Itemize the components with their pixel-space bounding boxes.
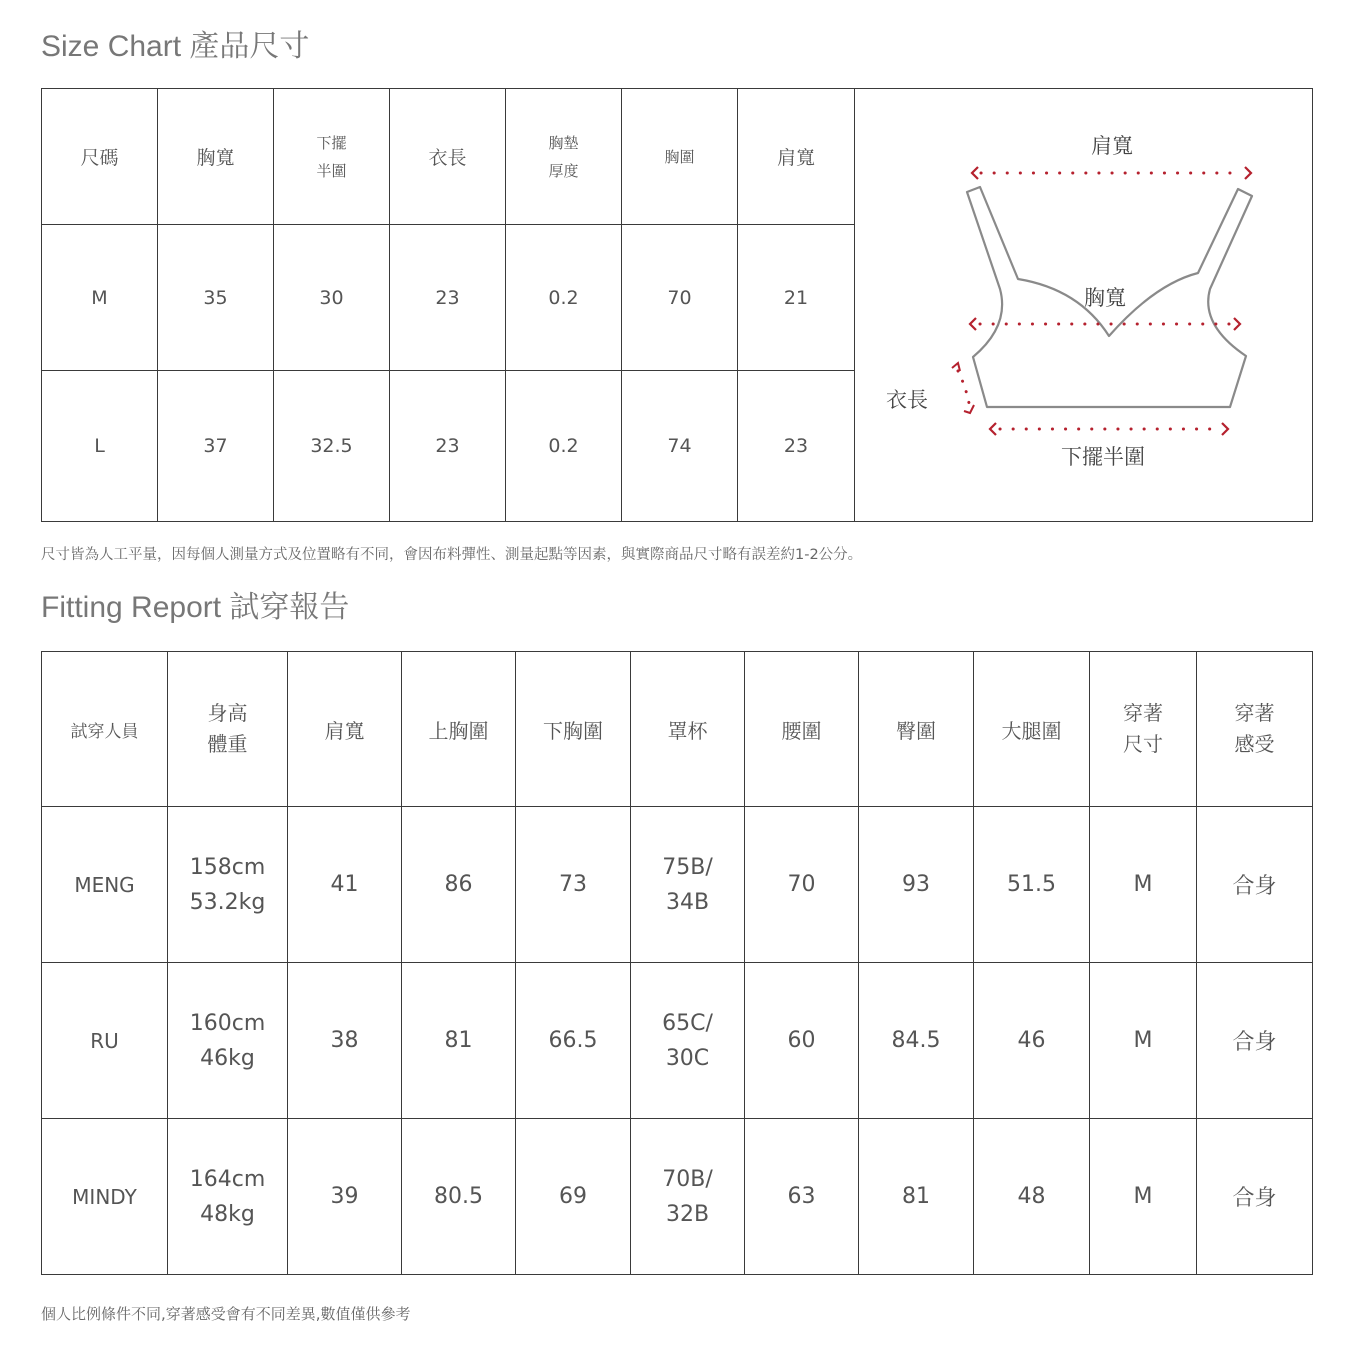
fitting-row-meng (42, 807, 1313, 963)
header-hem-half (274, 89, 390, 225)
cell-hip: 93 (859, 807, 974, 963)
cell-worn-size: M (1090, 963, 1197, 1119)
cell-chest-circ: 70 (622, 225, 738, 371)
cell-hip: 81 (859, 1119, 974, 1275)
fitting-row-ru (42, 963, 1313, 1119)
header-worn-size-line1: 穿著 (1123, 701, 1163, 725)
cell-length: 23 (390, 371, 506, 522)
cell-weight: 48kg (200, 1201, 255, 1227)
cell-shoulder: 23 (738, 371, 855, 522)
cell-cup (631, 963, 745, 1119)
cell-weight: 53.2kg (189, 889, 266, 915)
cell-height-weight (168, 963, 288, 1119)
cell-height-weight (168, 807, 288, 963)
cell-shoulder: 41 (288, 807, 402, 963)
cell-height-weight (168, 1119, 288, 1275)
size-chart-note: 尺寸皆為人工平量，因每個人測量方式及位置略有不同，會因布料彈性、測量起點等因素，與實際商品尺寸略有誤差約1-2公分。 (41, 547, 863, 563)
cell-cup-line1: 70B/ (662, 1166, 713, 1192)
cell-cup-line1: 75B/ (662, 854, 713, 880)
diagram-hem-label: 下擺半圍 (1061, 445, 1145, 469)
header-shoulder: 肩寬 (738, 89, 855, 225)
cell-thigh: 51.5 (974, 807, 1090, 963)
header-pad-line1: 胸墊 (548, 133, 579, 152)
header-feel (1197, 652, 1313, 807)
cell-length: 23 (390, 225, 506, 371)
cell-thigh: 46 (974, 963, 1090, 1119)
length-arrow (952, 363, 974, 413)
cell-cup-line1: 65C/ (662, 1010, 713, 1036)
header-cup: 罩杯 (631, 652, 745, 807)
cell-hip: 84.5 (859, 963, 974, 1119)
header-hem-half-line2: 半圍 (316, 161, 347, 180)
header-worn-size-line2: 尺寸 (1123, 732, 1163, 756)
cell-under-bust: 66.5 (516, 963, 631, 1119)
header-chest-width: 胸寬 (158, 89, 274, 225)
fitting-report-title: Fitting Report 試穿報告 (41, 591, 350, 624)
header-feel-line1: 穿著 (1234, 701, 1275, 725)
fitting-header-row (42, 652, 1313, 807)
header-length: 衣長 (390, 89, 506, 225)
header-hip: 臀圍 (859, 652, 974, 807)
diagram-chest-label: 胸寬 (1084, 286, 1126, 310)
cell-cup-line2: 30C (665, 1045, 710, 1071)
cell-waist: 70 (745, 807, 859, 963)
cell-size: M (42, 225, 158, 371)
cell-size: L (42, 371, 158, 522)
cell-chest-circ: 74 (622, 371, 738, 522)
header-waist: 腰圍 (745, 652, 859, 807)
fitting-report-table (41, 651, 1313, 1275)
fitting-row-mindy (42, 1119, 1313, 1275)
diagram-length-label: 衣長 (886, 388, 928, 412)
header-under-bust: 下胸圍 (516, 652, 631, 807)
cell-waist: 60 (745, 963, 859, 1119)
size-chart-table (41, 88, 1313, 522)
header-size: 尺碼 (42, 89, 158, 225)
cell-person: RU (42, 963, 168, 1119)
cell-height: 158cm (189, 854, 266, 880)
header-worn-size (1090, 652, 1197, 807)
cell-shoulder: 39 (288, 1119, 402, 1275)
header-upper-bust: 上胸圍 (402, 652, 516, 807)
cell-upper-bust: 80.5 (402, 1119, 516, 1275)
chest-arrow (970, 318, 1240, 330)
fitting-report-note: 個人比例條件不同,穿著感受會有不同差異,數值僅供參考 (41, 1305, 411, 1323)
bra-measurement-diagram (855, 89, 1311, 521)
cell-chest-width: 37 (158, 371, 274, 522)
header-weight: 體重 (207, 732, 248, 756)
header-height: 身高 (207, 701, 248, 725)
cell-upper-bust: 81 (402, 963, 516, 1119)
measurement-diagram-cell (855, 89, 1313, 522)
cell-worn-size: M (1090, 1119, 1197, 1275)
cell-cup-line2: 34B (665, 889, 710, 915)
header-thigh: 大腿圍 (974, 652, 1090, 807)
cell-shoulder: 38 (288, 963, 402, 1119)
cell-pad: 0.2 (506, 225, 622, 371)
cell-feel: 合身 (1197, 807, 1313, 963)
cell-under-bust: 73 (516, 807, 631, 963)
header-person: 試穿人員 (42, 652, 168, 807)
cell-weight: 46kg (200, 1045, 255, 1071)
shoulder-arrow (972, 167, 1251, 179)
header-hem-half-line1: 下擺 (316, 133, 347, 152)
cell-person: MINDY (42, 1119, 168, 1275)
header-pad-line2: 厚度 (548, 161, 579, 180)
cell-worn-size: M (1090, 807, 1197, 963)
cell-pad: 0.2 (506, 371, 622, 522)
cell-person: MENG (42, 807, 168, 963)
header-chest-circ: 胸圍 (622, 89, 738, 225)
cell-upper-bust: 86 (402, 807, 516, 963)
cell-cup (631, 807, 745, 963)
size-chart-header-row (42, 89, 1313, 225)
cell-hem-half: 32.5 (274, 371, 390, 522)
cell-under-bust: 69 (516, 1119, 631, 1275)
hem-arrow (990, 423, 1228, 435)
diagram-shoulder-label: 肩寬 (1091, 134, 1133, 158)
cell-height: 164cm (189, 1166, 266, 1192)
header-pad-thickness (506, 89, 622, 225)
cell-cup (631, 1119, 745, 1275)
cell-shoulder: 21 (738, 225, 855, 371)
cell-hem-half: 30 (274, 225, 390, 371)
header-feel-line2: 感受 (1234, 732, 1275, 756)
cell-height: 160cm (189, 1010, 266, 1036)
cell-cup-line2: 32B (665, 1201, 710, 1227)
cell-feel: 合身 (1197, 963, 1313, 1119)
cell-waist: 63 (745, 1119, 859, 1275)
cell-chest-width: 35 (158, 225, 274, 371)
size-chart-title: Size Chart 產品尺寸 (41, 30, 310, 63)
cell-feel: 合身 (1197, 1119, 1313, 1275)
header-shoulder: 肩寬 (288, 652, 402, 807)
cell-thigh: 48 (974, 1119, 1090, 1275)
header-height-weight (168, 652, 288, 807)
